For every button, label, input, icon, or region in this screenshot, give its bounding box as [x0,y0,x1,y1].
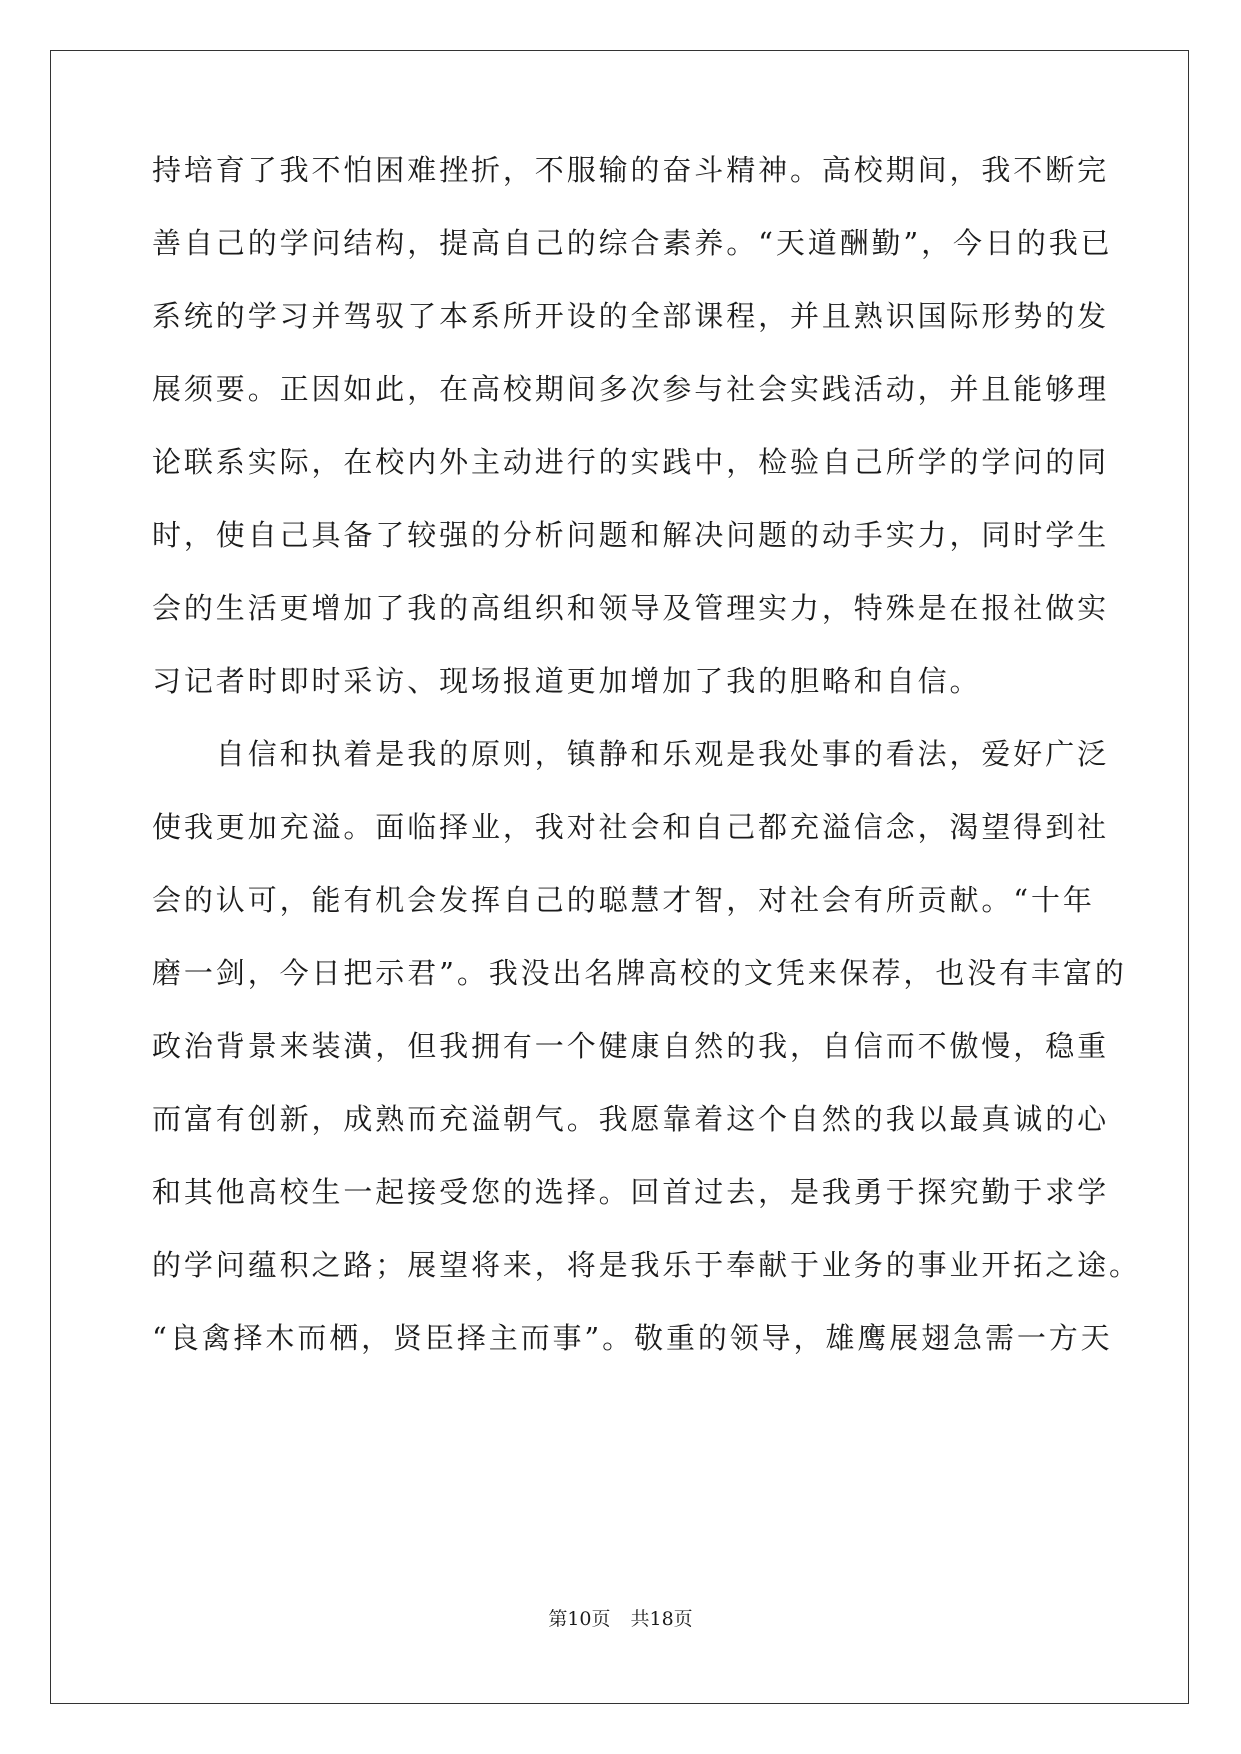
text-line: 和其他高校生一起接受您的选择。回首过去，是我勇于探究勤于求学 [152,1175,1110,1209]
text-line: 自信和执着是我的原则，镇静和乐观是我处事的看法，爱好广泛 [152,737,1110,771]
text-line: 时，使自己具备了较强的分析问题和解决问题的动手实力，同时学生 [152,518,1110,552]
text-line: 习记者时即时采访、现场报道更加增加了我的胆略和自信。 [152,664,982,698]
page-footer [0,1607,1241,1631]
text-line: 的学问蕴积之路；展望将来，将是我乐于奉献于业务的事业开拓之途。 [152,1248,1141,1282]
text-line: “良禽择木而栖，贤臣择主而事”。敬重的领导，雄鹰展翅急需一方天 [152,1321,1113,1355]
page-total: 共18页 [630,1608,693,1630]
text-line: 善自己的学问结构，提高自己的综合素养。“天道酬勤”，今日的我已 [152,226,1113,260]
text-line: 使我更加充溢。面临择业，我对社会和自己都充溢信念，渴望得到社 [152,810,1110,844]
text-line: 会的认可，能有机会发挥自己的聪慧才智，对社会有所贡献。“十年 [152,883,1095,917]
text-line: 会的生活更增加了我的高组织和领导及管理实力，特殊是在报社做实 [152,591,1110,625]
text-line: 政治背景来装潢，但我拥有一个健康自然的我，自信而不傲慢，稳重 [152,1029,1110,1063]
text-line: 磨一剑，今日把示君”。我没出名牌高校的文凭来保荐，也没有丰富的 [152,956,1127,990]
text-line: 论联系实际，在校内外主动进行的实践中，检验自己所学的学问的同 [152,445,1110,479]
text-line: 系统的学习并驾驭了本系所开设的全部课程，并且熟识国际形势的发 [152,299,1110,333]
page-number: 第10页 [548,1608,611,1630]
text-line: 持培育了我不怕困难挫折，不服输的奋斗精神。高校期间，我不断完 [152,153,1110,187]
text-line: 而富有创新，成熟而充溢朝气。我愿靠着这个自然的我以最真诚的心 [152,1102,1110,1136]
text-line: 展须要。正因如此，在高校期间多次参与社会实践活动，并且能够理 [152,372,1110,406]
